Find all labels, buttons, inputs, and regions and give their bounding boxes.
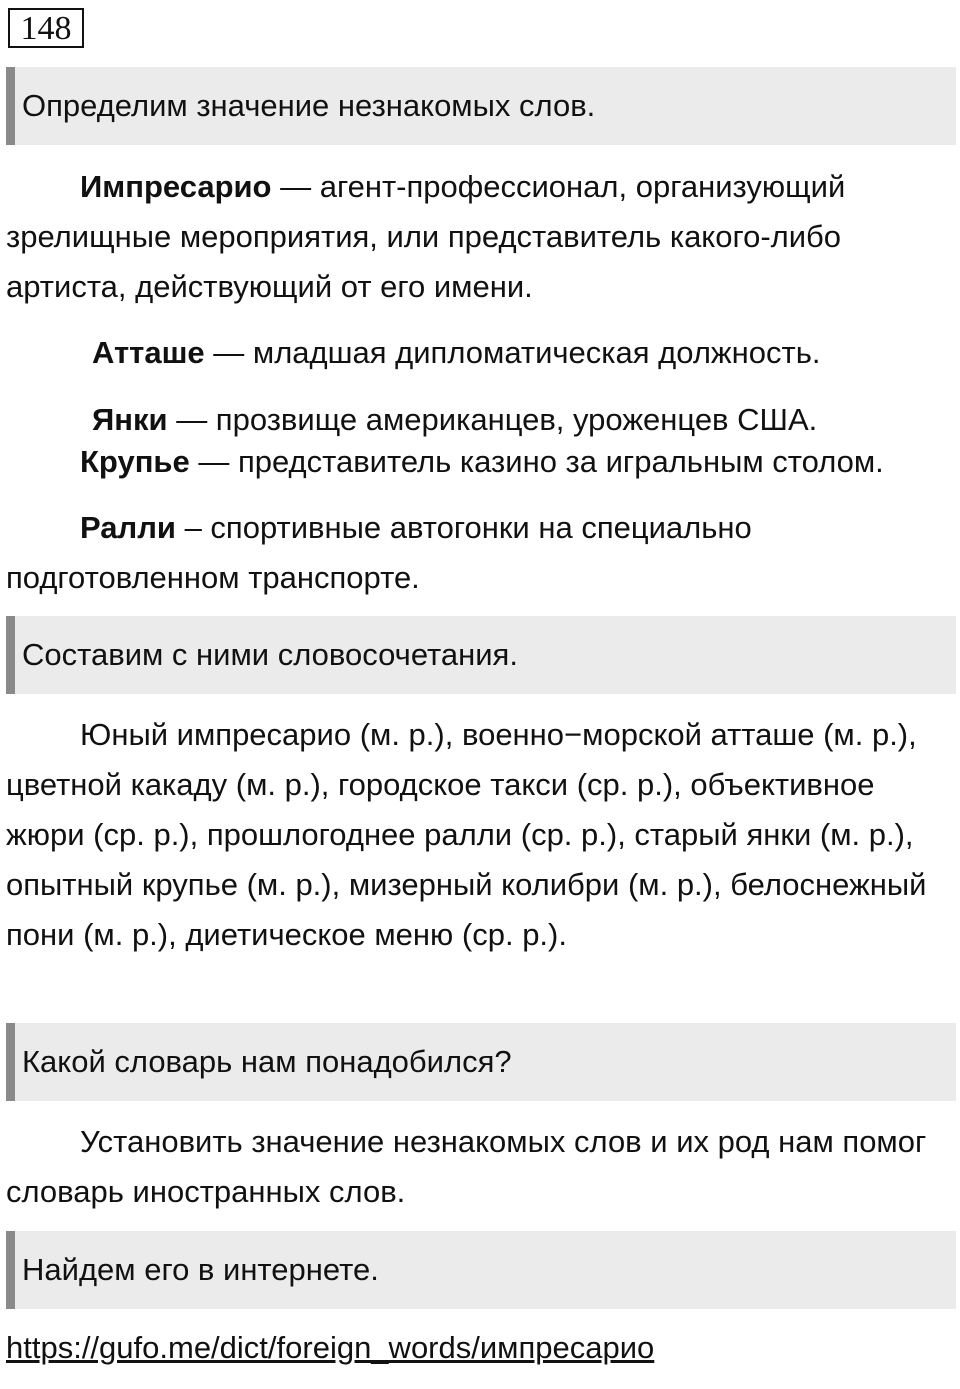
- section-title: Определим значение незнакомых слов.: [22, 88, 596, 123]
- section-title: Составим с ними словосочетания.: [22, 637, 518, 672]
- section-header-dictionary: [6, 1023, 956, 1101]
- answer-paragraph: Установить значение незнакомых слов и их род нам помог словарь иностранных слов.: [6, 1124, 927, 1209]
- definition-text: — агент-профессионал, организующий зрелищные мероприятия, или представитель какого-либо артиста, действующий от его имени.: [6, 169, 846, 304]
- definition-croupier: [6, 437, 954, 487]
- term: Янки: [92, 402, 168, 437]
- dictionary-link[interactable]: https://gufo.me/dict/foreign_words/импресарио: [6, 1330, 655, 1365]
- definition-text: – спортивные автогонки на специально подготовленном транспорте.: [6, 510, 752, 595]
- section-header-phrases: [6, 616, 956, 694]
- section-header-definitions: [6, 67, 956, 145]
- term: Атташе: [92, 335, 205, 370]
- section-title: Какой словарь нам понадобился?: [22, 1044, 512, 1079]
- definition-attache: [6, 328, 954, 378]
- phrases-paragraph: Юный импресарио (м. р.), военно−морской атташе (м. р.), цветной какаду (м. р.), городское такси (ср. р.), объективное жюри (ср. р.), прошлогоднее ралли (ср. р.), старый янки (м. р.), опытный крупье (м. р.), мизерный колибри (м. р.), белоснежный пони (м. р.), диетическое меню (ср. р.).: [6, 717, 927, 952]
- task-number: 148: [8, 8, 84, 48]
- definition-text: — прозвище американцев, уроженцев США.: [167, 402, 818, 437]
- section-title: Найдем его в интернете.: [22, 1252, 379, 1287]
- definition-text: — представитель казино за игральным столом.: [189, 444, 884, 479]
- term: Импресарио: [80, 169, 272, 204]
- section-header-internet: [6, 1231, 956, 1309]
- term: Крупье: [80, 444, 190, 479]
- definition-impresario: [6, 162, 954, 312]
- definition-text: — младшая дипломатическая должность.: [204, 335, 821, 370]
- term: Ралли: [80, 510, 176, 545]
- definition-rally: [6, 503, 954, 603]
